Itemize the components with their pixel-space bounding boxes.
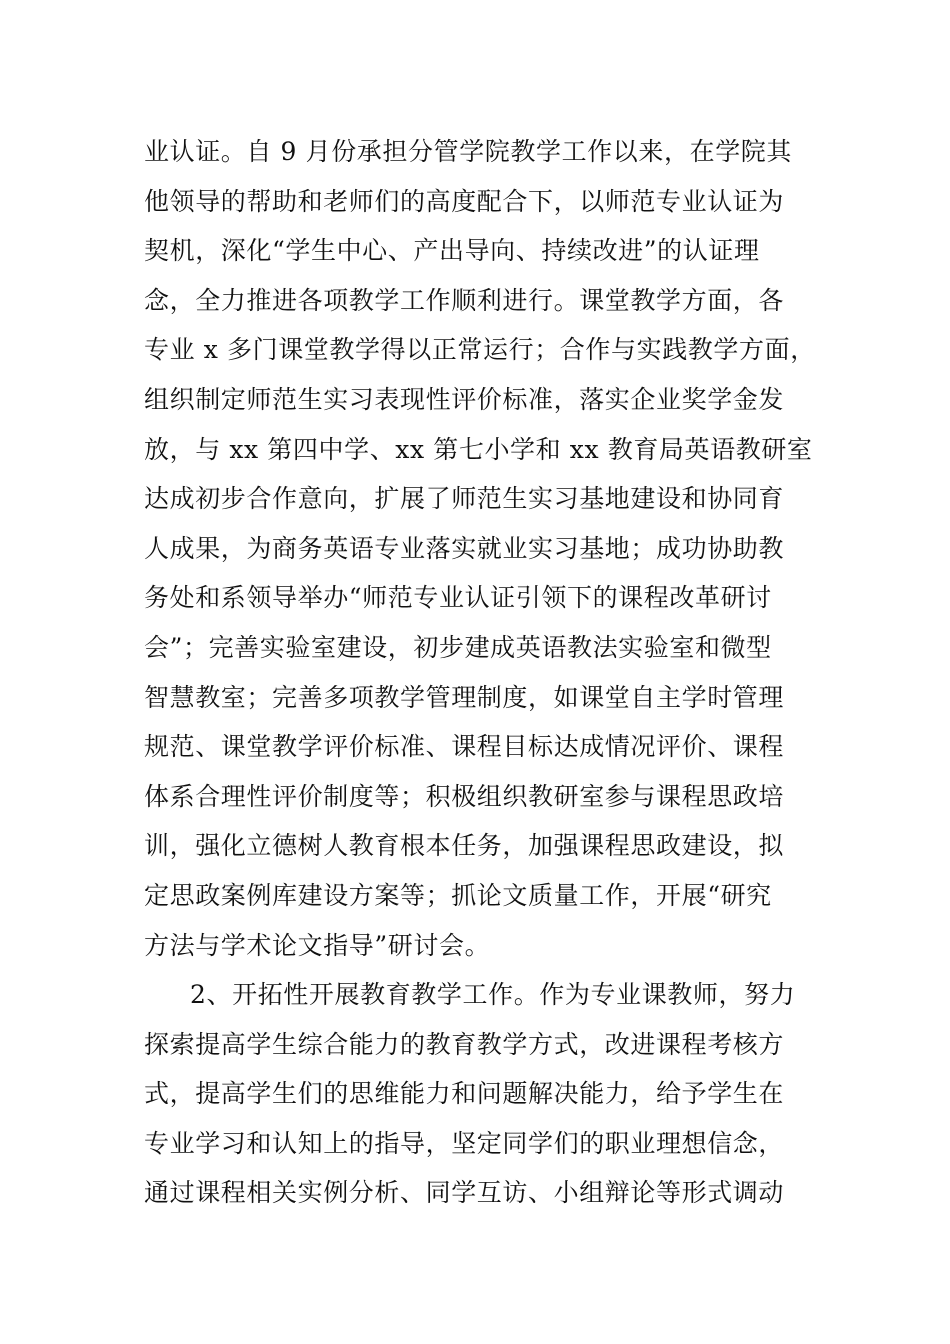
text-line: 智慧教室；完善多项教学管理制度，如课堂自主学时管理 bbox=[144, 682, 785, 712]
text-line: 会”；完善实验室建设，初步建成英语教法实验室和微型 bbox=[144, 632, 772, 662]
text-line: 训，强化立德树人教育根本任务，加强课程思政建设，拟 bbox=[144, 831, 785, 861]
text-line: 念，全力推进各项教学工作顺利进行。课堂教学方面，各 bbox=[144, 285, 785, 315]
text-line: 达成初步合作意向，扩展了师范生实习基地建设和协同育 bbox=[144, 484, 785, 514]
paragraph-start-line: 2、开拓性开展教育教学工作。作为专业课教师，努力 bbox=[190, 980, 796, 1010]
text-line: 务处和系领导举办“师范专业认证引领下的课程改革研讨 bbox=[144, 583, 772, 613]
text-line: 探索提高学生综合能力的教育教学方式，改进课程考核方 bbox=[144, 1029, 785, 1059]
text-line: 体系合理性评价制度等；积极组织教研室参与课程思政培 bbox=[144, 781, 785, 811]
text-line: 专业 x 多门课堂教学得以正常运行；合作与实践教学方面， bbox=[144, 335, 816, 365]
text-line: 式，提高学生们的思维能力和问题解决能力，给予学生在 bbox=[144, 1079, 785, 1109]
text-line: 放，与 xx 第四中学、xx 第七小学和 xx 教育局英语教研室 bbox=[144, 434, 813, 464]
text-line: 方法与学术论文指导”研讨会。 bbox=[144, 930, 491, 960]
text-line: 人成果，为商务英语专业落实就业实习基地；成功协助教 bbox=[144, 533, 785, 563]
text-line: 通过课程相关实例分析、同学互访、小组辩论等形式调动 bbox=[144, 1178, 785, 1208]
text-line: 规范、课堂教学评价标准、课程目标达成情况评价、课程 bbox=[144, 732, 785, 762]
text-line: 契机，深化“学生中心、产出导向、持续改进”的认证理 bbox=[144, 236, 760, 266]
text-line: 组织制定师范生实习表现性评价标准，落实企业奖学金发 bbox=[144, 384, 785, 414]
text-line: 业认证。自 9 月份承担分管学院教学工作以来，在学院其 bbox=[144, 137, 793, 166]
body-text bbox=[144, 127, 824, 1218]
text-line: 定思政案例库建设方案等；抓论文质量工作，开展“研究 bbox=[144, 880, 772, 910]
text-line: 专业学习和认知上的指导，坚定同学们的职业理想信念， bbox=[144, 1128, 785, 1158]
text-line: 他领导的帮助和老师们的高度配合下，以师范专业认证为 bbox=[144, 186, 785, 216]
